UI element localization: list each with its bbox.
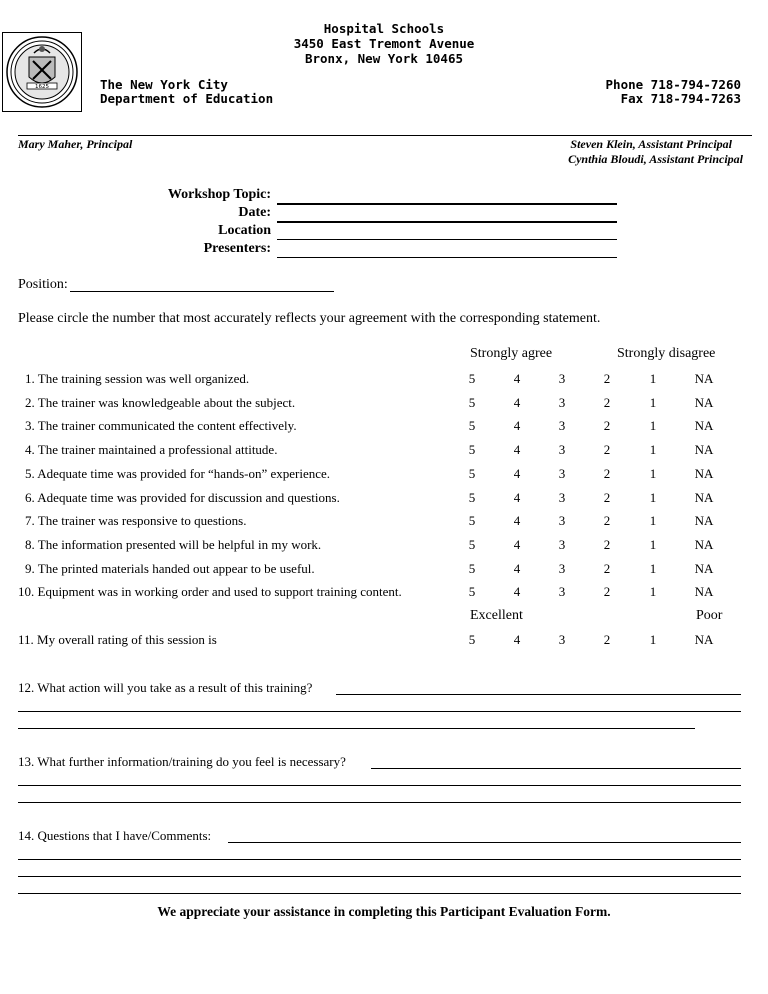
date-field[interactable] bbox=[277, 221, 617, 223]
answer-14-line-1[interactable] bbox=[228, 842, 741, 843]
statement-2: 2. The trainer was knowledgeable about the subject. bbox=[25, 394, 296, 410]
seal-year: 1625 bbox=[35, 84, 49, 90]
rating-two-statement-6[interactable]: 2 bbox=[603, 489, 611, 505]
rating-five-statement-3[interactable]: 5 bbox=[468, 418, 476, 434]
statement-4: 4. The trainer maintained a professional attitude. bbox=[25, 442, 278, 458]
rating-three-statement-5[interactable]: 3 bbox=[558, 465, 566, 481]
rating-five-statement-1[interactable]: 5 bbox=[468, 371, 476, 386]
rating-five-statement-11[interactable]: 5 bbox=[468, 632, 476, 647]
rating-one-statement-3[interactable]: 1 bbox=[649, 418, 657, 434]
answer-13-line-1[interactable] bbox=[371, 768, 741, 769]
rating-na-statement-8[interactable]: NA bbox=[694, 536, 714, 552]
rating-four-statement-6[interactable]: 4 bbox=[513, 489, 521, 505]
rating-four-statement-3[interactable]: 4 bbox=[513, 418, 521, 434]
rating-na-statement-4[interactable]: NA bbox=[694, 442, 714, 458]
school-name: Hospital Schools bbox=[323, 21, 445, 36]
rating-four-statement-2[interactable]: 4 bbox=[513, 394, 521, 410]
rating-na-statement-2[interactable]: NA bbox=[694, 394, 714, 410]
rating-three-statement-6[interactable]: 3 bbox=[558, 489, 566, 505]
rating-four-statement-7[interactable]: 4 bbox=[513, 513, 521, 529]
strongly-disagree-label: Strongly disagree bbox=[617, 346, 716, 361]
rating-five-statement-5[interactable]: 5 bbox=[468, 465, 476, 481]
question-14: 14. Questions that I have/Comments: bbox=[18, 828, 212, 843]
rating-one-statement-11[interactable]: 1 bbox=[649, 632, 657, 647]
rating-three-statement-8[interactable]: 3 bbox=[558, 536, 566, 552]
answer-12-line-2[interactable] bbox=[18, 711, 741, 712]
answer-12-line-1[interactable] bbox=[336, 694, 741, 695]
address-line-2: Bronx, New York 10465 bbox=[304, 51, 464, 66]
rating-one-statement-9[interactable]: 1 bbox=[649, 560, 657, 576]
rating-one-statement-1[interactable]: 1 bbox=[649, 371, 657, 386]
rating-five-statement-8[interactable]: 5 bbox=[468, 536, 476, 552]
address-line-1: 3450 East Tremont Avenue bbox=[293, 36, 475, 51]
phone-number: Phone 718-794-7260 bbox=[605, 77, 741, 92]
statement-3: 3. The trainer communicated the content effectively. bbox=[25, 418, 297, 434]
rating-na-statement-10[interactable]: NA bbox=[694, 584, 714, 600]
statement-6: 6. Adequate time was provided for discussion and questions. bbox=[25, 489, 340, 505]
rating-na-statement-5[interactable]: NA bbox=[694, 465, 714, 481]
rating-one-statement-2[interactable]: 1 bbox=[649, 394, 657, 410]
rating-two-statement-3[interactable]: 2 bbox=[603, 418, 611, 434]
statement-8: 8. The information presented will be helpful in my work. bbox=[25, 536, 322, 552]
rating-two-statement-2[interactable]: 2 bbox=[603, 394, 611, 410]
excellent-label: Excellent bbox=[470, 608, 523, 623]
rating-four-statement-5[interactable]: 4 bbox=[513, 465, 521, 481]
answer-14-line-3[interactable] bbox=[18, 876, 741, 877]
position-label: Position: bbox=[18, 277, 68, 292]
dept-line-1: The New York City bbox=[100, 77, 228, 92]
rating-three-statement-1[interactable]: 3 bbox=[558, 371, 566, 386]
rating-three-statement-11[interactable]: 3 bbox=[558, 632, 566, 647]
footer-message: We appreciate your assistance in completing this Participant Evaluation Form. bbox=[157, 904, 611, 919]
seal-icon bbox=[3, 33, 81, 111]
question-13: 13. What further information/training do you feel is necessary? bbox=[18, 754, 346, 769]
rating-three-statement-3[interactable]: 3 bbox=[558, 418, 566, 434]
statement-10: 10. Equipment was in working order and used to support training content. bbox=[18, 584, 402, 600]
rating-five-statement-7[interactable]: 5 bbox=[468, 513, 476, 529]
fax-number: Fax 718-794-7263 bbox=[620, 91, 741, 106]
rating-one-statement-7[interactable]: 1 bbox=[649, 513, 657, 529]
rating-five-statement-9[interactable]: 5 bbox=[468, 560, 476, 576]
rating-na-statement-7[interactable]: NA bbox=[694, 513, 714, 529]
answer-14-line-4[interactable] bbox=[18, 893, 741, 894]
statement-11: 11. My overall rating of this session is bbox=[18, 632, 217, 647]
date-label: Date: bbox=[238, 205, 271, 220]
answer-12-line-3[interactable] bbox=[18, 728, 695, 729]
rating-one-statement-5[interactable]: 1 bbox=[649, 465, 657, 481]
rating-na-statement-11[interactable]: NA bbox=[694, 632, 714, 647]
rating-two-statement-8[interactable]: 2 bbox=[603, 536, 611, 552]
question-12: 12. What action will you take as a result of this training? bbox=[18, 680, 313, 695]
rating-five-statement-10[interactable]: 5 bbox=[468, 584, 476, 600]
rating-two-statement-10[interactable]: 2 bbox=[603, 584, 611, 600]
statement-5: 5. Adequate time was provided for “hands-on” experience. bbox=[25, 465, 331, 481]
nyc-seal-logo bbox=[2, 32, 82, 112]
location-label: Location bbox=[218, 223, 271, 238]
rating-na-statement-6[interactable]: NA bbox=[694, 489, 714, 505]
answer-13-line-2[interactable] bbox=[18, 785, 741, 786]
rating-three-statement-9[interactable]: 3 bbox=[558, 560, 566, 576]
rating-one-statement-8[interactable]: 1 bbox=[649, 536, 657, 552]
rating-two-statement-1[interactable]: 2 bbox=[603, 371, 611, 386]
rating-two-statement-5[interactable]: 2 bbox=[603, 465, 611, 481]
statement-9: 9. The printed materials handed out appear to be useful. bbox=[25, 560, 315, 576]
rating-na-statement-9[interactable]: NA bbox=[694, 560, 714, 576]
rating-two-statement-9[interactable]: 2 bbox=[603, 560, 611, 576]
rating-one-statement-4[interactable]: 1 bbox=[649, 442, 657, 458]
assistant-principal-1: Steven Klein, Assistant Principal bbox=[570, 137, 732, 151]
rating-one-statement-6[interactable]: 1 bbox=[649, 489, 657, 505]
location-field[interactable] bbox=[277, 239, 617, 240]
strongly-agree-label: Strongly agree bbox=[470, 346, 553, 361]
rating-four-statement-9[interactable]: 4 bbox=[513, 560, 521, 576]
rating-two-statement-11[interactable]: 2 bbox=[603, 632, 611, 647]
position-field[interactable] bbox=[70, 291, 334, 292]
rating-two-statement-7[interactable]: 2 bbox=[603, 513, 611, 529]
answer-13-line-3[interactable] bbox=[18, 802, 741, 803]
assistant-principal-2: Cynthia Bloudi, Assistant Principal bbox=[568, 152, 743, 166]
rating-four-statement-8[interactable]: 4 bbox=[513, 536, 521, 552]
rating-na-statement-1[interactable]: NA bbox=[694, 371, 714, 386]
rating-three-statement-2[interactable]: 3 bbox=[558, 394, 566, 410]
rating-four-statement-1[interactable]: 4 bbox=[513, 371, 521, 386]
rating-four-statement-11[interactable]: 4 bbox=[513, 632, 521, 647]
principal-name: Mary Maher, Principal bbox=[18, 137, 133, 151]
rating-one-statement-10[interactable]: 1 bbox=[649, 584, 657, 600]
instructions-text: Please circle the number that most accurately reflects your agreement with the corresponding statement. bbox=[18, 311, 601, 326]
presenters-label: Presenters: bbox=[203, 241, 271, 256]
rating-five-statement-4[interactable]: 5 bbox=[468, 442, 476, 458]
presenters-field[interactable] bbox=[277, 257, 617, 258]
statement-1: 1. The training session was well organized. bbox=[25, 371, 250, 386]
answer-14-line-2[interactable] bbox=[18, 859, 741, 860]
workshop-topic-field[interactable] bbox=[277, 203, 617, 205]
dept-line-2: Department of Education bbox=[100, 91, 274, 106]
rating-na-statement-3[interactable]: NA bbox=[694, 418, 714, 434]
rating-two-statement-4[interactable]: 2 bbox=[603, 442, 611, 458]
rating-three-statement-7[interactable]: 3 bbox=[558, 513, 566, 529]
statement-7: 7. The trainer was responsive to questions. bbox=[25, 513, 247, 529]
rating-five-statement-6[interactable]: 5 bbox=[468, 489, 476, 505]
rating-four-statement-4[interactable]: 4 bbox=[513, 442, 521, 458]
rating-three-statement-4[interactable]: 3 bbox=[558, 442, 566, 458]
rating-three-statement-10[interactable]: 3 bbox=[558, 584, 566, 600]
rating-five-statement-2[interactable]: 5 bbox=[468, 394, 476, 410]
workshop-topic-label: Workshop Topic: bbox=[167, 187, 271, 202]
poor-label: Poor bbox=[696, 608, 723, 623]
rating-four-statement-10[interactable]: 4 bbox=[513, 584, 521, 600]
header-divider bbox=[18, 135, 752, 136]
